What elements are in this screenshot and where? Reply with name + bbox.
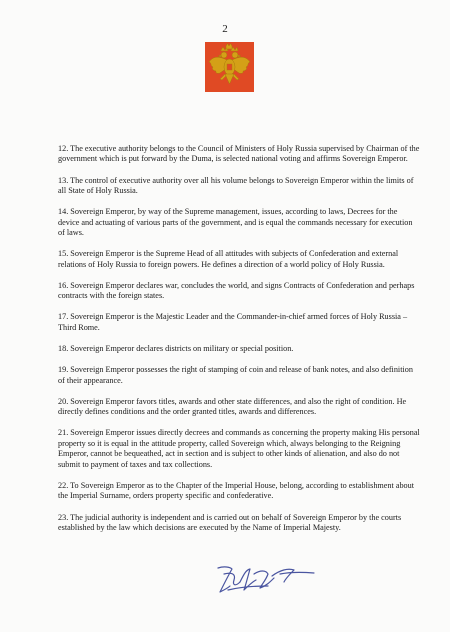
handwritten-signature-icon xyxy=(210,560,320,600)
article-22: 22. To Sovereign Emperor as to the Chapter of the Imperial House, belong, according to establishment about the Imperial Surname, orders property specific and confederative. xyxy=(58,480,415,501)
article-17: 17. Sovereign Emperor is the Majestic Leader and the Commander-in-chief armed forces of Holy Russia – Third Rome. xyxy=(58,312,408,332)
article-18: 18. Sovereign Emperor declares districts on military or special position. xyxy=(58,344,294,354)
article-12: 12. The executive authority belongs to the Council of Ministers of Holy Russia supervised by Chairman of the government which is put forward by the Duma, is selected national voting and affirms Sovereign Emperor. xyxy=(58,144,420,164)
article-20: 20. Sovereign Emperor favors titles, awards and other state differences, and also the right of condition. He directly defines conditions and the order granted titles, awards and differences. xyxy=(58,396,407,417)
double-headed-eagle-icon xyxy=(205,42,254,92)
article-13: 13. The control of executive authority over all his volume belongs to Sovereign Emperor within the limits of all State of Holy Russia. xyxy=(58,175,414,196)
article-23: 23. The judicial authority is independent and is carried out on behalf of Sovereign Emperor by the courts established by the law which decisions are executed by the Name of Imperial Majesty. xyxy=(58,512,402,532)
article-21: 21. Sovereign Emperor issues directly decrees and commands as concerning the property making His personal property so it is equal in the attitude property, called Sovereign which, always belonging to the Reigning Emperor, cannot be bequeathed, act in section and is subject to other kinds of alienation, and also do not submit to payment of taxes and tax collections. xyxy=(58,428,420,469)
article-15: 15. Sovereign Emperor is the Supreme Head of all attitudes with subjects of Confederation and external relations of Holy Russia to foreign powers. He defines a direction of a world policy of Holy Russia. xyxy=(58,249,399,269)
page-number: 2 xyxy=(222,23,228,35)
article-16: 16. Sovereign Emperor declares war, concludes the world, and signs Contracts of Confederation and perhaps contracts with the foreign states. xyxy=(58,280,415,301)
articles-list xyxy=(58,144,420,544)
article-14: 14. Sovereign Emperor, by way of the Supreme management, issues, according to laws, Decrees for the device and actuating of various parts of the government, and is equal the commands necessary for execution of laws. xyxy=(58,207,413,238)
article-19: 19. Sovereign Emperor possesses the right of stamping of coin and release of bank notes, and also definition of their appearance. xyxy=(58,365,413,385)
